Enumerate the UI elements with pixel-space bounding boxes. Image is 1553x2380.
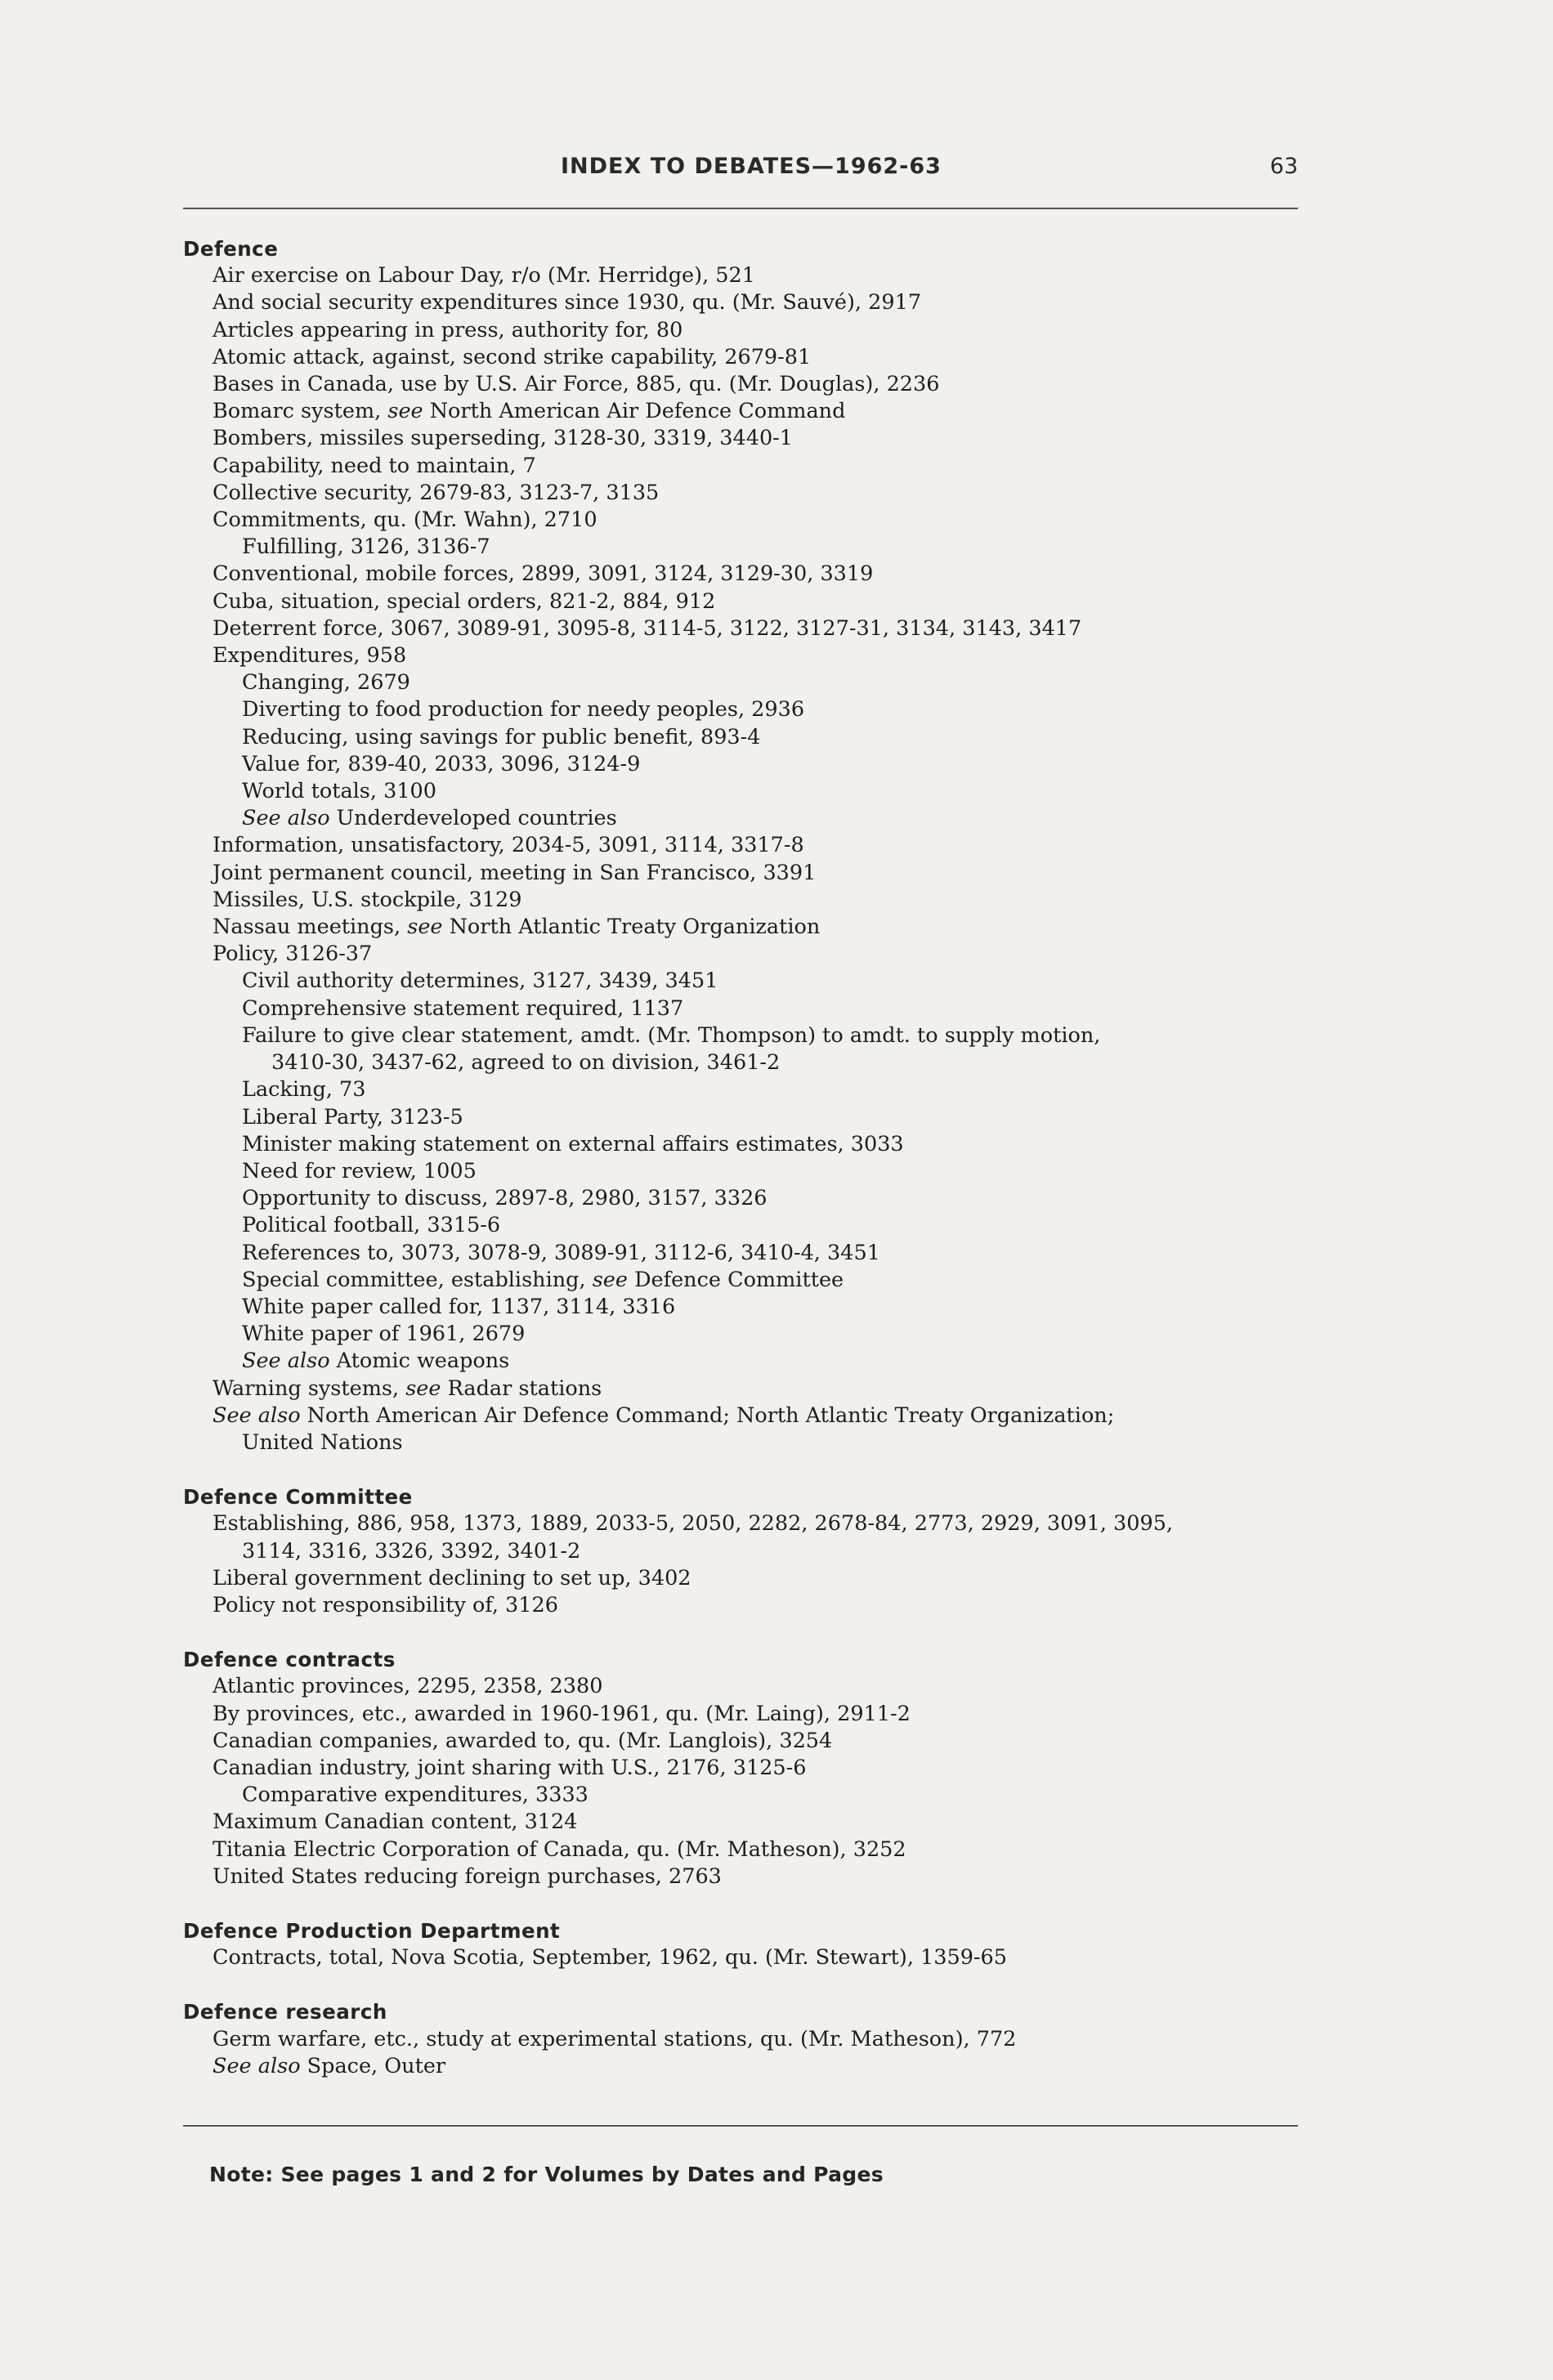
index-entry: Changing, 2679 bbox=[242, 670, 410, 696]
index-entry: Failure to give clear statement, amdt. (Mr. Thompson) to amdt. to supply motion, bbox=[242, 1022, 1101, 1048]
page-number: 63 bbox=[1269, 154, 1298, 179]
index-entry: Missiles, U.S. stockpile, 3129 bbox=[213, 887, 522, 912]
cross-reference: See also bbox=[242, 1349, 330, 1374]
entry-text: Atomic weapons bbox=[329, 1349, 510, 1374]
index-section bbox=[183, 1917, 1344, 1971]
cross-reference: See also bbox=[242, 806, 330, 831]
header-rule bbox=[183, 208, 1298, 209]
footer-note: Note: See pages 1 and 2 for Volumes by Dates and Pages bbox=[209, 2163, 884, 2186]
footer-rule bbox=[183, 2125, 1298, 2127]
index-entry: Cuba, situation, special orders, 821-2, 884, 912 bbox=[213, 588, 716, 614]
index-entry bbox=[183, 1267, 1344, 1294]
index-entry: 3114, 3316, 3326, 3392, 3401-2 bbox=[242, 1538, 581, 1564]
index-entry: Capability, need to maintain, 7 bbox=[213, 453, 536, 478]
index-entry: Collective security, 2679-83, 3123-7, 3135 bbox=[213, 480, 660, 505]
index-entry bbox=[183, 2053, 1344, 2080]
index-entry: Atlantic provinces, 2295, 2358, 2380 bbox=[213, 1674, 603, 1699]
index-entry: Joint permanent council, meeting in San Francisco, 3391 bbox=[213, 860, 817, 885]
index-entry: Civil authority determines, 3127, 3439, 3451 bbox=[242, 969, 718, 994]
index-entry: Policy not responsibility of, 3126 bbox=[213, 1592, 558, 1617]
section-heading: Defence research bbox=[183, 2000, 387, 2024]
index-entry: Atomic attack, against, second strike capability, 2679-81 bbox=[213, 344, 812, 369]
index-entry: Expenditures, 958 bbox=[213, 643, 407, 669]
index-entry bbox=[183, 1402, 1344, 1429]
index-entry: Reducing, using savings for public benefit, 893-4 bbox=[242, 724, 761, 749]
index-entry: Canadian industry, joint sharing with U.S., 2176, 3125-6 bbox=[213, 1755, 807, 1780]
index-entry: White paper of 1961, 2679 bbox=[242, 1322, 526, 1347]
index-entry: By provinces, etc., awarded in 1960-1961, qu. (Mr. Laing), 2911-2 bbox=[213, 1701, 911, 1726]
section-heading: Defence contracts bbox=[183, 1648, 396, 1672]
index-entry: Fulfilling, 3126, 3136-7 bbox=[242, 535, 490, 560]
index-entry: Deterrent force, 3067, 3089-91, 3095-8, 3114-5, 3122, 3127-31, 3134, 3143, 3417 bbox=[213, 615, 1082, 641]
cross-reference: See also bbox=[213, 1402, 301, 1428]
entry-text: Warning systems, bbox=[213, 1376, 406, 1401]
entry-text: Special committee, establishing, bbox=[242, 1267, 593, 1292]
cross-reference: see bbox=[592, 1267, 628, 1292]
index-entry: Canadian companies, awarded to, qu. (Mr. Langlois), 3254 bbox=[213, 1728, 833, 1753]
section-heading: Defence Production Department bbox=[183, 1918, 561, 1943]
index-entry: Bombers, missiles superseding, 3128-30, 3319, 3440-1 bbox=[213, 426, 794, 451]
cross-reference: See also bbox=[213, 2053, 301, 2078]
index-entry bbox=[183, 1348, 1344, 1375]
index-section bbox=[183, 235, 1344, 1456]
index-entry: Lacking, 73 bbox=[242, 1077, 366, 1103]
entry-text: North Atlantic Treaty Organization bbox=[442, 915, 821, 940]
index-entry: United States reducing foreign purchases, 2763 bbox=[213, 1863, 722, 1889]
index-entry: Comprehensive statement required, 1137 bbox=[242, 995, 684, 1021]
index-entry bbox=[183, 1376, 1344, 1402]
index-body bbox=[183, 235, 1344, 2080]
index-entry: References to, 3073, 3078-9, 3089-91, 3112-6, 3410-4, 3451 bbox=[242, 1240, 880, 1265]
entry-text: Radar stations bbox=[441, 1376, 602, 1401]
index-entry: Comparative expenditures, 3333 bbox=[242, 1783, 589, 1808]
index-entry: Policy, 3126-37 bbox=[213, 942, 373, 967]
index-entry: Minister making statement on external affairs estimates, 3033 bbox=[242, 1131, 904, 1156]
page-header bbox=[183, 154, 1298, 195]
index-entry: Articles appearing in press, authority for, 80 bbox=[213, 317, 683, 342]
entry-text: North American Air Defence Command bbox=[423, 399, 846, 424]
entry-text: Defence Committee bbox=[628, 1267, 844, 1292]
index-entry: Information, unsatisfactory, 2034-5, 3091, 3114, 3317-8 bbox=[213, 833, 804, 858]
cross-reference: see bbox=[387, 399, 423, 424]
index-entry: Bases in Canada, use by U.S. Air Force, 885, qu. (Mr. Douglas), 2236 bbox=[213, 372, 940, 397]
cross-reference: see bbox=[405, 1376, 441, 1401]
index-section bbox=[183, 1646, 1344, 1890]
index-entry: Conventional, mobile forces, 2899, 3091, 3124, 3129-30, 3319 bbox=[213, 561, 874, 587]
entry-text: Bomarc system, bbox=[213, 399, 388, 424]
index-section bbox=[183, 1998, 1344, 2080]
index-entry bbox=[183, 398, 1344, 425]
index-section bbox=[183, 1483, 1344, 1619]
running-title: INDEX TO DEBATES—1962-63 bbox=[561, 154, 942, 179]
index-entry bbox=[183, 805, 1344, 832]
index-entry: Liberal Party, 3123-5 bbox=[242, 1104, 463, 1130]
cross-reference: see bbox=[407, 915, 443, 940]
index-entry: Value for, 839-40, 2033, 3096, 3124-9 bbox=[242, 751, 641, 776]
index-entry: Establishing, 886, 958, 1373, 1889, 2033-5, 2050, 2282, 2678-84, 2773, 2929, 3091, 3095, bbox=[213, 1511, 1174, 1537]
index-entry bbox=[183, 914, 1344, 941]
section-heading: Defence bbox=[183, 237, 279, 261]
index-entry: United Nations bbox=[242, 1429, 403, 1455]
index-entry: Contracts, total, Nova Scotia, September, 1962, qu. (Mr. Stewart), 1359-65 bbox=[213, 1945, 1008, 1971]
index-entry: White paper called for, 1137, 3114, 3316 bbox=[242, 1294, 676, 1319]
index-entry: And social security expenditures since 1930, qu. (Mr. Sauvé), 2917 bbox=[213, 290, 922, 315]
index-entry: 3410-30, 3437-62, agreed to on division, 3461-2 bbox=[271, 1050, 781, 1076]
index-entry: Political football, 3315-6 bbox=[242, 1213, 501, 1238]
index-entry: Liberal government declining to set up, 3402 bbox=[213, 1565, 691, 1590]
index-entry: Diverting to food production for needy peoples, 2936 bbox=[242, 697, 805, 722]
index-entry: Need for review, 1005 bbox=[242, 1158, 477, 1183]
index-entry: Opportunity to discuss, 2897-8, 2980, 3157, 3326 bbox=[242, 1186, 768, 1211]
entry-text: Space, Outer bbox=[300, 2053, 446, 2078]
index-entry: Maximum Canadian content, 3124 bbox=[213, 1810, 578, 1835]
index-entry: Germ warfare, etc., study at experimental stations, qu. (Mr. Matheson), 772 bbox=[213, 2026, 1017, 2051]
index-entry: Commitments, qu. (Mr. Wahn), 2710 bbox=[213, 508, 597, 533]
entry-text: Nassau meetings, bbox=[213, 915, 408, 940]
section-heading: Defence Committee bbox=[183, 1485, 413, 1510]
index-entry: World totals, 3100 bbox=[242, 779, 437, 804]
index-entry: Titania Electric Corporation of Canada, qu. (Mr. Matheson), 3252 bbox=[213, 1836, 906, 1862]
entry-text: North American Air Defence Command; North Atlantic Treaty Organization; bbox=[300, 1402, 1115, 1428]
entry-text: Underdeveloped countries bbox=[329, 806, 617, 831]
index-entry: Air exercise on Labour Day, r/o (Mr. Herridge), 521 bbox=[213, 263, 755, 289]
